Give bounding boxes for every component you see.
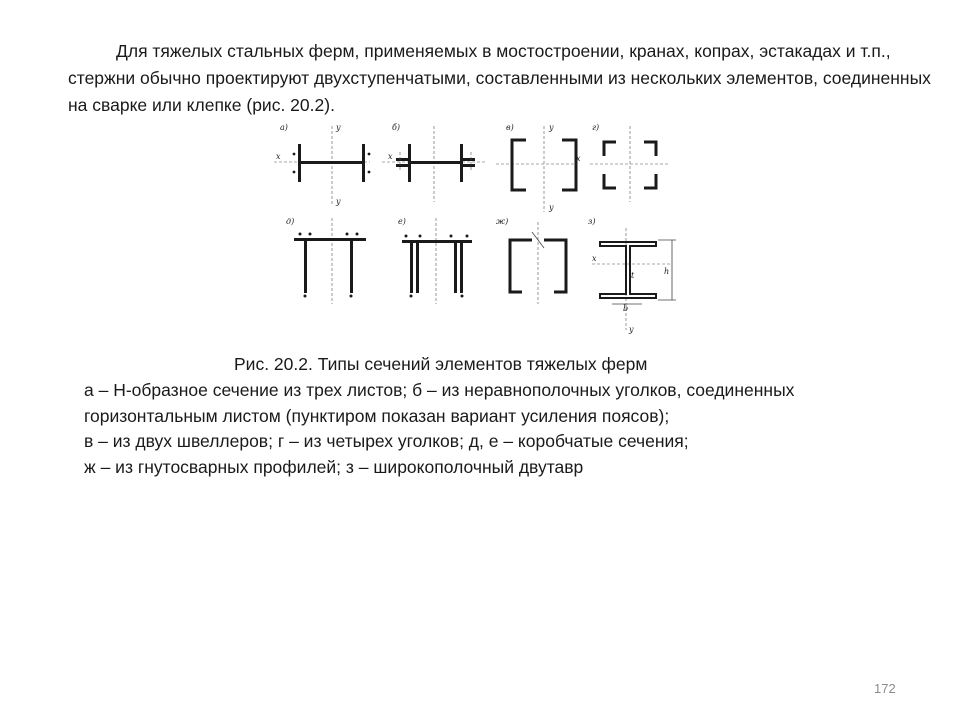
axis-x-a: x bbox=[276, 152, 281, 161]
axis-y-a-bottom: y bbox=[336, 197, 341, 206]
dim-t: t bbox=[631, 271, 635, 280]
caption-line: а – Н-образное сечение из трех листов; б – из неравнополочных уголков, соединенных bbox=[84, 380, 795, 400]
intro-paragraph bbox=[68, 38, 948, 119]
page-number: 172 bbox=[874, 681, 896, 696]
section-a bbox=[274, 123, 370, 206]
axis-y-z: y bbox=[629, 325, 634, 334]
panel-label-d: д) bbox=[286, 217, 295, 226]
axis-y-a: y bbox=[336, 123, 341, 132]
section-v bbox=[496, 123, 581, 212]
axis-y-v: y bbox=[549, 123, 554, 132]
section-z bbox=[588, 217, 676, 334]
section-zh bbox=[496, 217, 566, 304]
caption-line: в – из двух швеллеров; г – из четырех уголков; д, е – коробчатые сечения; bbox=[84, 431, 689, 451]
panel-label-e: е) bbox=[398, 217, 406, 226]
axis-x-z: x bbox=[592, 254, 597, 263]
dim-h: h bbox=[664, 267, 670, 276]
panel-label-b: б) bbox=[392, 123, 401, 132]
figure-caption-legend bbox=[84, 378, 944, 480]
section-b bbox=[382, 123, 486, 202]
section-d bbox=[286, 217, 366, 304]
axis-x-v: x bbox=[576, 154, 581, 163]
section-g bbox=[590, 123, 670, 202]
panel-label-g: г) bbox=[592, 123, 600, 132]
panel-label-zh: ж) bbox=[496, 217, 509, 226]
figure-caption-title: Рис. 20.2. Типы сечений элементов тяжелых ферм bbox=[234, 354, 648, 374]
axis-y-v-bottom: y bbox=[549, 203, 554, 212]
section-e bbox=[398, 217, 472, 304]
cross-sections-figure bbox=[270, 118, 690, 336]
cross-sections-drawing bbox=[270, 118, 690, 336]
axis-x-b: x bbox=[388, 152, 393, 161]
intro-text: Для тяжелых стальных ферм, применяемых в мостостроении, кранах, копрах, эстакадах и т.п., стержни обычно проектируют двухступенчатыми, составленными из нескольких элементов, соединенных на сварке или клепке (рис. 20.2). bbox=[68, 41, 931, 115]
panel-label-v: в) bbox=[506, 123, 514, 132]
caption-line: горизонтальным листом (пунктиром показан вариант усиления поясов); bbox=[84, 405, 670, 426]
caption-line: ж – из гнутосварных профилей; з – широкополочный двутавр bbox=[84, 456, 584, 477]
dim-b: b bbox=[623, 304, 629, 313]
panel-label-a: а) bbox=[280, 123, 288, 132]
panel-label-z: з) bbox=[588, 217, 596, 226]
